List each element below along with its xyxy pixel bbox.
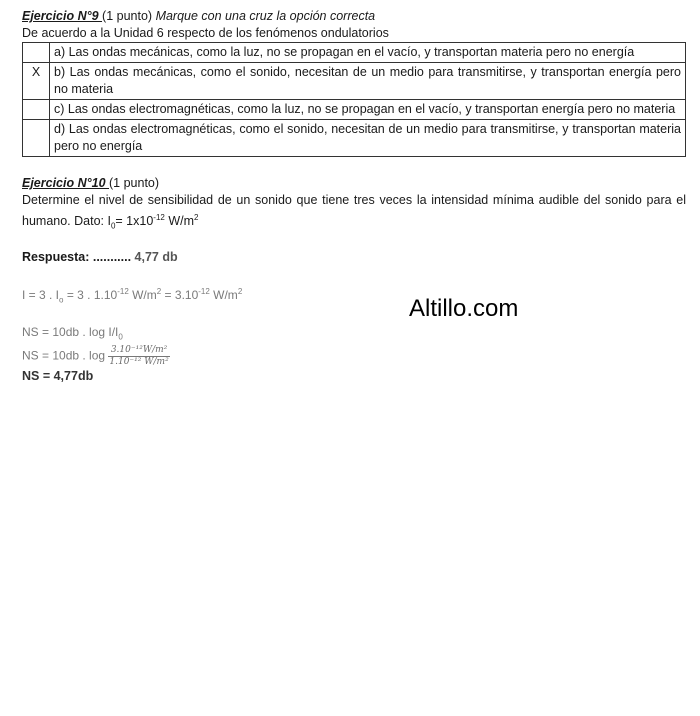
option-mark-cell[interactable]: X — [23, 63, 50, 100]
answer-label: Respuesta: ........... — [22, 249, 135, 264]
statement-data: = 1x10 — [115, 214, 154, 229]
statement-subscript: 0 — [110, 221, 116, 231]
options-table — [22, 42, 686, 157]
statement-text: Determine el nivel de sensibilidad de un sonido que tiene tres veces la intensidad mínima audible del sonido para el humano. Dato: I — [22, 193, 686, 229]
answer-line — [22, 249, 686, 266]
watermark-text: Altillo.com — [409, 295, 519, 322]
statement-unit: W/m — [164, 214, 195, 229]
work-line-1: I = 3 . $I_o = 3$ . $1.10^{-12}$ $W/m^2 = 3.10^{-12}$ $W/m^2$ — [22, 286, 243, 305]
exercise-10-title: Ejercicio N°10 — [22, 176, 109, 190]
exercise-10-points: (1 punto) — [109, 176, 160, 190]
work-line-3: NS = 10db . log $\frac{\text{3.10⁻¹²W/m²}}{\text{1.10⁻¹² W/m²}}$ — [22, 345, 169, 368]
option-mark-cell[interactable] — [23, 100, 50, 120]
statement-exponent: -12 — [153, 213, 165, 222]
exercise-9-instruction: Marque con una cruz la opción correcta — [155, 9, 376, 23]
option-mark-cell[interactable] — [23, 120, 50, 157]
exercise-9-title: Ejercicio N°9 — [22, 9, 103, 23]
log-fraction: $\frac{\text{3.10⁻¹²W/m²}}{\text{1.10⁻¹² W/m²}}$ — [109, 345, 169, 368]
option-row — [23, 63, 686, 100]
exercise-10-statement — [22, 192, 686, 235]
option-text: b) Las ondas mecánicas, como el sonido, necesitan de un medio para transmitirse, y transportan energía pero no materia — [50, 63, 686, 100]
answer-value: 4,77 db — [134, 249, 178, 264]
option-mark-cell[interactable] — [23, 43, 50, 63]
exercise-10-heading — [22, 175, 686, 192]
exercise-9-heading — [22, 8, 686, 25]
option-row — [23, 43, 686, 63]
document-page — [22, 8, 686, 385]
work-steps — [22, 283, 686, 386]
option-text: d) Las ondas electromagnéticas, como el sonido, necesitan de un medio para transmitirse, y transportan materia pero no energía — [50, 120, 686, 157]
work-line-result: NS = 4,77db — [22, 369, 94, 384]
option-row — [23, 100, 686, 120]
exercise-9-context: De acuerdo a la Unidad 6 respecto de los fenómenos ondulatorios — [22, 26, 389, 40]
option-text: c) Las ondas electromagnéticas, como la luz, no se propagan en el vacío, y transportan energía pero no materia — [50, 100, 686, 120]
exercise-9-points: (1 punto) — [102, 9, 156, 23]
option-row — [23, 120, 686, 157]
option-text: a) Las ondas mecánicas, como la luz, no se propagan en el vacío, y transportan materia pero no energía — [50, 43, 686, 63]
work-line-2: NS = 10db . $\log I/I_0$ — [22, 325, 123, 342]
statement-unit-exponent: 2 — [194, 213, 199, 222]
